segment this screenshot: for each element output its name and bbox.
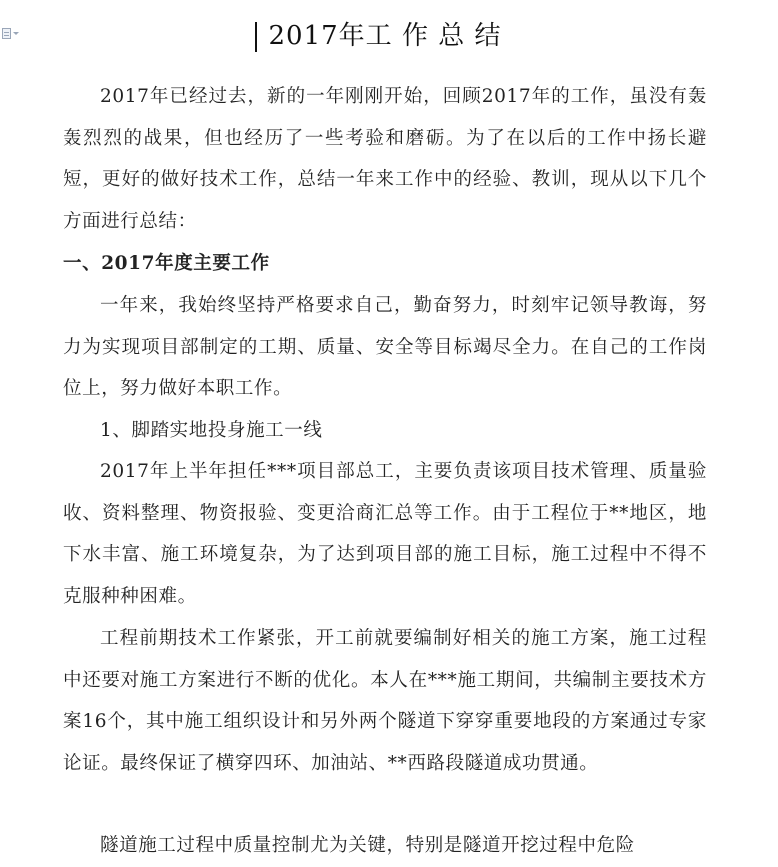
body-paragraph-2[interactable]: 工程前期技术工作紧张，开工前就要编制好相关的施工方案，施工过程中还要对施工方案进行不断的优化。本人在***施工期间，共编制主要技术方案16个，其中施工组织设计和另外两个隧道下穿穿重要地段的方案通过专家论证。最终保证了横穿四环、加油站、**西路段隧道成功贯通。: [63, 628, 707, 774]
paragraph-options-icon[interactable]: [2, 26, 24, 40]
document-title[interactable]: 2017年工 作 总 结: [268, 21, 502, 51]
section-paragraph[interactable]: 一年来，我始终坚持严格要求自己，勤奋努力，时刻牢记领导教诲，努力为实现项目部制定的工期、质量、安全等目标竭尽全力。在自己的工作岗位上，努力做好本职工作。: [63, 295, 707, 399]
document-icon: [2, 28, 11, 39]
intro-paragraph[interactable]: 2017年已经过去，新的一年刚刚开始，回顾2017年的工作，虽没有轰轰烈烈的战果，但也经历了一些考验和磨砺。为了在以后的工作中扬长避短，更好的做好技术工作，总结一年来工作中的经验、教训，现从以下几个方面进行总结：: [63, 86, 707, 232]
chevron-down-icon: [13, 32, 19, 35]
body-paragraph-1[interactable]: 2017年上半年担任***项目部总工，主要负责该项目技术管理、质量验收、资料整理、物资报验、变更洽商汇总等工作。由于工程位于**地区，地下水丰富、施工环境复杂，为了达到项目部的施工目标，施工过程中不得不克服种种困难。: [63, 461, 707, 607]
body-paragraph-3[interactable]: 隧道施工过程中质量控制尤为关键，特别是隧道开挖过程中危险: [100, 835, 635, 856]
section-heading[interactable]: 一、2017年度主要工作: [63, 253, 270, 274]
subsection-heading[interactable]: 1、脚踏实地投身施工一线: [100, 420, 323, 441]
